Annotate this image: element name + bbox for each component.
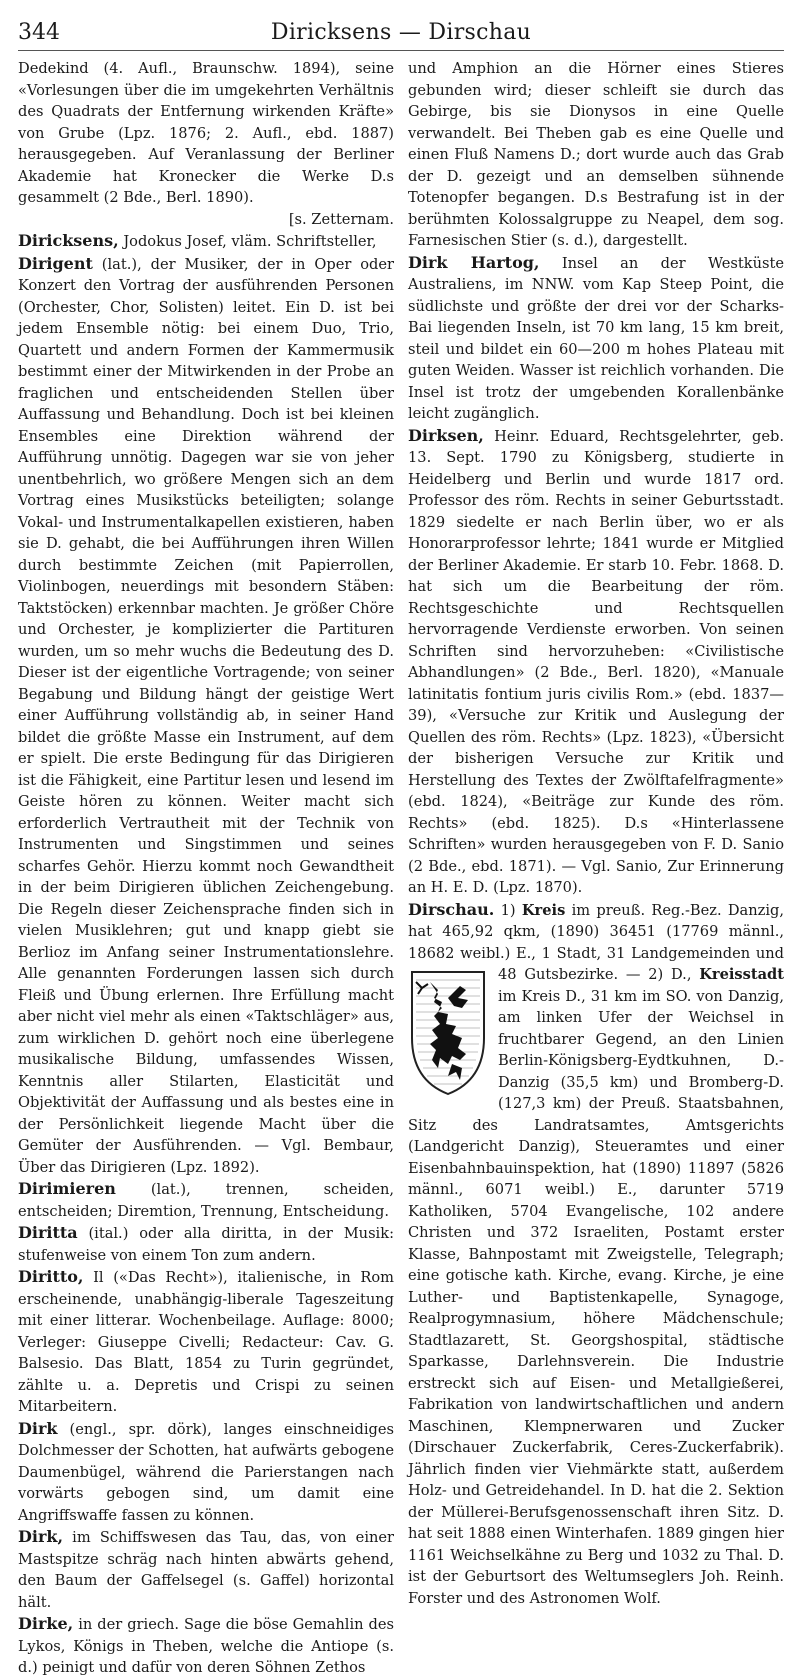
entry-dirk-hartog: Dirk Hartog, Insel an der Westküste Australiens, im NNW. vom Kap Steep Point, die südlichste und größte der drei vor der Scharks-Bai liegenden Inseln, ist 70 km lang, 15 km breit, steil und bildet ein 60—200 m hohes Plateau mit guten Weiden. Wasser ist reichlich vorhanden. Die Insel ist trotz der umgebenden Korallenbänke leicht zugänglich. <box>408 252 784 422</box>
entry-diricksens: Diricksens, Jodokus Josef, vläm. Schriftsteller, <box>18 231 377 250</box>
headword: Diritto, <box>18 1267 84 1286</box>
entry-dirk-schiff: Dirk, im Schiffswesen das Tau, das, von einer Mastspitze schräg nach hinten abwärts gehend, den Baum der Gaffelsegel (s. Gaffel) horizontal hält. <box>18 1527 394 1611</box>
headword: Dirk, <box>18 1527 64 1546</box>
author-signature: [s. Zetternam. <box>288 210 394 228</box>
headword: Dirke, <box>18 1614 74 1633</box>
entry-continuation: Dedekind (4. Aufl., Braunschw. 1894), seine «Vorlesungen über die im umgekehrten Verhältnis des Quadrats der Entfernung wirkenden Kräfte» von Grube (Lpz. 1876; 2. Aufl., ebd. 1887) herausgegeben. Auf Veranlassung der Berliner Akademie hat Kronecker die Werke D.s gesammelt (2 Bde., Berl. 1890). [s. Zetternam. <box>18 58 394 230</box>
dictionary-page <box>18 16 784 1676</box>
running-head: Diricksens — Dirschau <box>270 20 532 45</box>
entry-dirke-continued: und Amphion an die Hörner eines Stieres gebunden wird; dieser schleift sie durch das Gebirge, bis sie Dionysos in eine Quelle verwandelt. Bei Theben gab es eine Quelle und einen Fluß Namens D.; dort wurde auch das Grab der D. gezeigt und an demselben sühnende Totenopfer begangen. D.s Bestrafung ist in der berühmten Kolossalgruppe zu Neapel, dem sog. Farnesischen Stier (s. d.), dargestellt. <box>408 60 784 249</box>
entry-diritta: Diritta (ital.) oder alla diritta, in der Musik: stufenweise von einem Ton zum andern. <box>18 1223 394 1264</box>
entry-dirke: Dirke, in der griech. Sage die böse Gemahlin des Lykos, Königs in Theben, welche die Antiope (s. d.) peinigt und dafür von deren Söhnen Zethos <box>18 1614 394 1676</box>
headword: Diritta <box>18 1223 78 1242</box>
headword: Diricksens, <box>18 231 119 250</box>
entry-dirschau: Dirschau. 1) Kreis im preuß. Reg.-Bez. Danzig, hat 465,92 qkm, (1890) 36451 (17769 männl., 18682 weibl.) E., 1 Stadt, 31 Landgemeinden und 48 Gutsbezirke. — 2) D., Kreisstadt im Kreis D., 31 km im SO. von Danzig, am linken Ufer der Weichsel in fruchtbarer Gegend, an den Linien Berlin-Königsberg-Eydtkuhnen, D.-Danzig (35,5 km) und Bromberg-D. (127,3 km) der Preuß. Staatsbahnen, Sitz des Landratsamtes, Amtsgerichts (Landgericht Danzig), Steueramtes und einer Eisenbahnbauinspektion, hat (1890) 11897 (5826 männl., 6071 weibl.) E., darunter 5719 Katholiken, 5704 Evangelische, 102 andere Christen und 372 Israeliten, Postamt erster Klasse, Bahnpostamt mit Zweigstelle, Telegraph; eine gotische kath. Kirche, evang. Kirche, je eine Luther- und Baptistenkapelle, Synagoge, Realprogymnasium, höhere Mädchenschule; Stadtlazarett, St. Georgshospital, städtische Sparkasse, Darlehnsverein. Die Industrie erstreckt sich auf Eisen- und Metallgießerei, Fabrikation von landwirtschaftlichen und andern Maschinen, Klempnerwaren und Zucker (Dirschauer Zuckerfabrik, Ceres-Zuckerfabrik). Jährlich finden vier Viehmärkte statt, außerdem Holz- und Getreidehandel. In D. hat die 2. Sektion der Müllerei-Berufsgenossenschaft ihren Sitz. D. hat seit 1888 einen Winterhafen. 1889 gingen hier 1161 Weichselkähne zu Berg und 1032 zu Thal. D. ist der Geburtsort des Weltumseglers Joh. Reinh. Forster und des Astronomen Wolf. <box>408 899 784 1607</box>
page-header <box>18 16 784 51</box>
headword: Dirk Hartog, <box>408 252 540 272</box>
entry-diritto: Diritto, Il («Das Recht»), italienische, in Rom erscheinende, unabhängig-liberale Tageszeitung mit einer litterar. Wochenbeilage. Auflage: 8000; Verleger: Giuseppe Civelli; Redacteur: Cav. G. Balsesio. Das Blatt, 1854 zu Turin gegründet, zählte u. a. Depretis und Crispi zu seinen Mitarbeitern. <box>18 1267 394 1415</box>
left-column <box>18 58 394 1676</box>
text-columns <box>18 58 784 1676</box>
headword: Dirk <box>18 1418 58 1438</box>
entry-dirimieren: Dirimieren (lat.), trennen, scheiden, entscheiden; Diremtion, Trennung, Entscheidung. <box>18 1179 394 1220</box>
entry-dirk-engl: Dirk (engl., spr. dörk), langes einschneidiges Dolchmesser der Schotten, hat aufwärts gebogene Daumenbügel, während die Parierstangen nach vorwärts gebogen sind, um damit eine Angriffswaffe fassen zu können. <box>18 1418 394 1524</box>
coat-of-arms-icon <box>408 968 488 1098</box>
page-number: 344 <box>18 20 60 45</box>
entry-dirksen: Dirksen, Heinr. Eduard, Rechtsgelehrter, geb. 13. Sept. 1790 zu Königsberg, studierte in Heidelberg und Berlin und wurde 1817 ord. Professor des röm. Rechts in seiner Geburtsstadt. 1829 siedelte er nach Berlin über, wo er als Honorarprofessor lehrte; 1841 wurde er Mitglied der Berliner Akademie. Er starb 10. Febr. 1868. D. hat sich um die Bearbeitung der röm. Rechtsgeschichte und Rechtsquellen hervorragende Verdienste erworben. Von seinen Schriften sind hervorzuheben: «Civilistische Abhandlungen» (2 Bde., Berl. 1820), «Manuale latinitatis fontium juris civilis Rom.» (ebd. 1837—39), «Versuche zur Kritik und Auslegung der Quellen des röm. Rechts» (Lpz. 1823), «Übersicht der bisherigen Versuche zur Kritik und Herstellung des Textes der Zwölftafelfragmente» (ebd. 1824), «Beiträge zur Kunde des röm. Rechts» (ebd. 1825). D.s «Hinterlassene Schriften» wurden herausgegeben von F. D. Sanio (2 Bde., ebd. 1871). — Vgl. Sanio, Zur Erinnerung an H. E. D. (Lpz. 1870). <box>408 425 784 896</box>
headword: Dirschau. <box>408 899 495 919</box>
right-column <box>408 58 784 1607</box>
entry-dirigent: Dirigent (lat.), der Musiker, der in Oper oder Konzert den Vortrag der ausführenden Personen (Orchester, Chor, Solisten) leitet. Ein D. ist bei jedem Ensemble nötig: bei einem Duo, Trio, Quartett und andern Formen der Kammermusik bestimmt einer der Mitwirkenden in der Probe an fraglichen und entscheidenden Stellen über Auffassung und Behandlung. Doch ist bei kleinen Ensembles eine Direktion während der Aufführung unnötig. Dagegen war sie von jeher unentbehrlich, wo größere Mengen sich an dem Vortrag eines Musikstücks beteiligten; solange Vokal- und Instrumentalkapellen existieren, haben sie D. gehabt, die bei Aufführungen ihren Willen durch bestimmte Zeichen (mit Papierrollen, Violinbogen, neuerdings mit besondern Stäben: Taktstöcken) erkennbar machten. Je größer Chöre und Orchester, je komplizierter die Partituren wurden, um so mehr wuchs die Bedeutung des D. Dieser ist der eigentliche Vortragende; von seiner Begabung und Bildung hängt der geistige Wert einer Aufführung vollständig ab, in seiner Hand bildet die größte Masse ein Instrument, auf dem er spielt. Die erste Bedingung für das Dirigieren ist die Fähigkeit, eine Partitur lesen und lesend im Geiste hören zu können. Weiter macht sich erforderlich Vertrautheit mit der Technik von Instrumenten und Singstimmen und seines scharfes Gehör. Hierzu kommt noch Gewandtheit in der beim Dirigieren üblichen Zeichengebung. Die Regeln dieser Zeichensprache finden sich in vielen Musiklehren; gut und knapp giebt sie Berlioz im Anfang seiner Instrumentationslehre. Alle genannten Forderungen lassen sich durch Fleiß und Übung erlernen. Ihre Erfüllung macht aber nicht viel mehr als einen «Taktschläger» aus, zum wirklichen D. gehört noch eine überlegene musikalische Bildung, umfassendes Wissen, Kenntnis aller Stilarten, Elasticität und Objektivität der Auffassung und als bestes eine in der Persönlichkeit liegende Macht über die Gemüter der Ausführenden. — Vgl. Bembaur, Über das Dirigieren (Lpz. 1892). <box>18 253 394 1176</box>
headword: Dirigent <box>18 253 93 273</box>
headword: Dirksen, <box>408 425 484 445</box>
headword: Dirimieren <box>18 1179 116 1198</box>
